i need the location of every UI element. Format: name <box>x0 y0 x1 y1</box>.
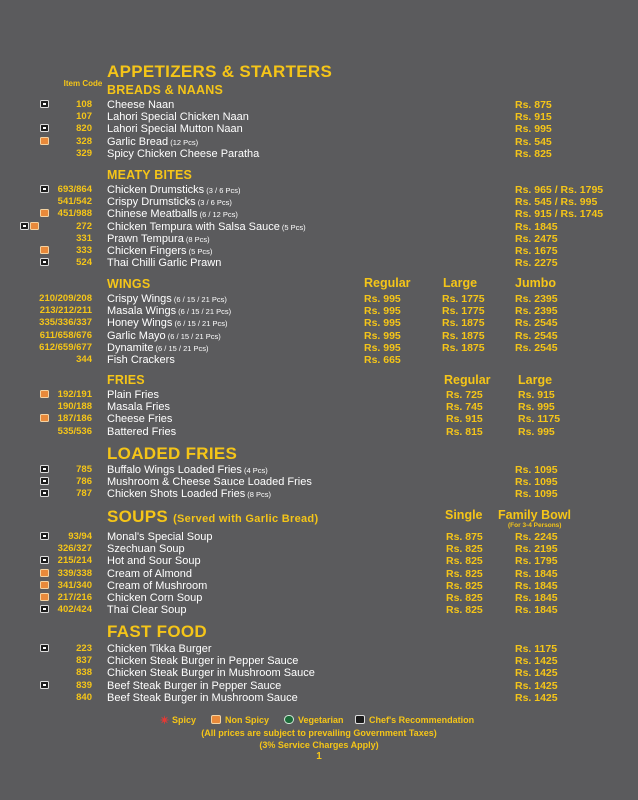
item-price: Rs. 2545 <box>515 329 558 342</box>
non-spicy-icon <box>40 569 49 577</box>
menu-item-row <box>0 208 638 220</box>
item-name: Battered Fries <box>107 425 177 438</box>
item-price: Rs. 825 <box>446 555 483 568</box>
item-name: Masala Wings (6 / 15 / 21 Pcs) <box>107 305 232 318</box>
menu-item-row <box>0 476 638 488</box>
item-code-label: Item Code <box>63 79 103 88</box>
item-name: Thai Clear Soup <box>107 604 187 617</box>
item-code: 524 <box>76 257 92 269</box>
menu-item-row <box>0 464 638 476</box>
item-code: 402/424 <box>57 604 92 616</box>
item-icons <box>20 111 70 121</box>
item-pieces: (6 / 15 / 21 Pcs) <box>165 331 221 341</box>
item-code: 840 <box>76 691 92 703</box>
item-name: Lahori Special Mutton Naan <box>107 123 243 136</box>
menu-item-row <box>0 488 638 500</box>
item-name: Mushroom & Cheese Sauce Loaded Fries <box>107 476 312 489</box>
item-pieces: (6 / 15 / 21 Pcs) <box>176 307 232 317</box>
legend-vegetarian: Vegetarian <box>298 715 344 725</box>
item-name: Garlic Mayo (6 / 15 / 21 Pcs) <box>107 329 221 342</box>
item-price: Rs. 825 <box>446 543 483 556</box>
item-price: Rs. 915 <box>446 413 483 426</box>
item-price: Rs. 1175 <box>515 643 558 655</box>
item-code: 108 <box>76 99 92 110</box>
item-code: 329 <box>76 147 92 159</box>
item-code: 328 <box>76 135 92 147</box>
item-name: Chicken Fingers (5 Pcs) <box>107 245 213 257</box>
item-code: 217/216 <box>57 592 92 603</box>
item-price: Rs. 1425 <box>515 679 558 692</box>
menu-item-row <box>0 330 638 342</box>
item-price: Rs. 1675 <box>515 245 558 257</box>
item-price: Rs. 1425 <box>515 667 558 680</box>
non-spicy-icon <box>211 715 221 724</box>
item-code: 341/340 <box>57 579 92 591</box>
non-spicy-icon <box>40 593 49 601</box>
section-title-fast-food: FAST FOOD <box>107 622 207 641</box>
item-code: 93/94 <box>68 531 92 542</box>
menu-item-row <box>0 426 638 438</box>
item-price: Rs. 875 <box>515 99 552 111</box>
item-icons <box>20 643 70 653</box>
item-code: 820 <box>76 123 92 135</box>
item-code: 837 <box>76 655 92 667</box>
item-icons <box>20 655 70 665</box>
non-spicy-icon <box>40 390 49 398</box>
item-price: Rs. 915 <box>518 389 555 401</box>
item-code: 451/988 <box>57 208 92 220</box>
item-pieces: (8 Pcs) <box>245 490 272 500</box>
item-name: Garlic Bread (12 Pcs) <box>107 135 199 148</box>
item-code: 612/659/677 <box>39 341 92 353</box>
menu-item-row <box>0 148 638 160</box>
item-code: 535/536 <box>57 425 92 437</box>
item-price: Rs. 2245 <box>515 531 558 543</box>
item-icons <box>20 123 70 133</box>
item-price: Rs. 2275 <box>515 257 558 270</box>
menu-item-row <box>0 580 638 592</box>
item-code: 333 <box>76 245 92 256</box>
item-pieces: (6 / 15 / 21 Pcs) <box>171 295 227 304</box>
menu-item-row <box>0 643 638 655</box>
item-name: Fish Crackers <box>107 354 175 366</box>
item-price: Rs. 825 <box>515 147 552 160</box>
item-code: 215/214 <box>57 555 92 567</box>
menu-item-row <box>0 293 638 305</box>
item-icons <box>20 99 70 109</box>
item-price: Rs. 1875 <box>442 329 485 342</box>
chef-hat-icon <box>40 681 49 689</box>
chef-hat-icon <box>40 489 49 497</box>
item-code: 192/191 <box>57 389 92 400</box>
item-name: Chicken Shots Loaded Fries (8 Pcs) <box>107 488 272 501</box>
item-price: Rs. 995 <box>364 341 401 354</box>
menu-item-row <box>0 305 638 317</box>
item-name: Beef Steak Burger in Mushroom Sauce <box>107 691 298 704</box>
menu-title: APPETIZERS & STARTERS <box>107 62 333 81</box>
soups-col-single: Single <box>445 508 483 522</box>
chef-hat-icon <box>355 715 365 724</box>
item-price: Rs. 1175 <box>518 413 561 426</box>
item-price: Rs. 815 <box>446 425 483 438</box>
item-name: Crispy Drumsticks (3 / 6 Pcs) <box>107 196 232 209</box>
item-icons <box>20 476 70 486</box>
menu-item-row <box>0 342 638 354</box>
item-price: Rs. 1875 <box>442 341 485 354</box>
item-name: Chicken Steak Burger in Pepper Sauce <box>107 655 299 668</box>
menu-item-row <box>0 680 638 692</box>
item-price: Rs. 995 <box>364 293 401 305</box>
item-icons <box>20 354 70 364</box>
soups-col-family-bowl: Family Bowl <box>498 508 571 522</box>
item-code: 210/209/208 <box>39 293 92 304</box>
item-code: 335/336/337 <box>39 317 92 329</box>
menu-item-row <box>0 233 638 245</box>
item-code: 326/327 <box>57 543 92 555</box>
item-icons <box>20 692 70 702</box>
item-price: Rs. 725 <box>446 389 483 401</box>
menu-item-row <box>0 568 638 580</box>
item-icons <box>20 148 70 158</box>
item-name: Cream of Mushroom <box>107 579 208 592</box>
menu-item-row <box>0 692 638 704</box>
menu-item-row <box>0 655 638 667</box>
item-price: Rs. 2395 <box>515 305 558 318</box>
soups-col-family-note: (For 3-4 Persons) <box>508 522 562 529</box>
item-icons <box>20 136 70 146</box>
non-spicy-icon <box>40 581 49 589</box>
item-name: Masala Fries <box>107 401 170 414</box>
item-price: Rs. 995 <box>364 317 401 330</box>
item-name: Dynamite (6 / 15 / 21 Pcs) <box>107 341 209 354</box>
item-name: Chicken Steak Burger in Mushroom Sauce <box>107 667 315 680</box>
item-code: 839 <box>76 679 92 691</box>
item-price: Rs. 545 <box>515 135 552 148</box>
item-price: Rs. 2395 <box>515 293 558 305</box>
legend <box>0 715 638 727</box>
item-price: Rs. 825 <box>446 567 483 580</box>
wings-col-regular: Regular <box>364 276 411 290</box>
item-price: Rs. 1095 <box>515 488 558 501</box>
item-code: 223 <box>76 643 92 654</box>
item-name: Cheese Naan <box>107 99 175 111</box>
item-code: 190/188 <box>57 401 92 413</box>
item-price: Rs. 2545 <box>515 341 558 354</box>
menu-item-row <box>0 354 638 366</box>
section-title-meaty-bites: MEATY BITES <box>107 168 193 182</box>
fries-col-large: Large <box>518 373 553 387</box>
item-price: Rs. 2195 <box>515 543 558 556</box>
item-name: Beef Steak Burger in Pepper Sauce <box>107 679 282 692</box>
item-name: Lahori Special Chicken Naan <box>107 111 249 124</box>
page-number: 1 <box>316 751 322 762</box>
section-title-loaded-fries: LOADED FRIES <box>107 444 238 463</box>
item-name: Szechuan Soup <box>107 543 185 556</box>
item-pieces: (3 / 6 Pcs) <box>195 198 232 208</box>
item-price: Rs. 1775 <box>442 305 485 318</box>
menu-item-row <box>0 317 638 329</box>
section-title-breads: BREADS & NAANS <box>107 83 224 97</box>
item-price: Rs. 825 <box>446 579 483 592</box>
item-price: Rs. 1775 <box>442 293 485 305</box>
item-code: 838 <box>76 667 92 679</box>
item-price: Rs. 1795 <box>515 555 558 568</box>
chef-hat-icon <box>40 477 49 485</box>
menu-item-row <box>0 136 638 148</box>
item-price: Rs. 1875 <box>442 317 485 330</box>
item-name: Cream of Almond <box>107 567 192 580</box>
item-price: Rs. 665 <box>364 354 401 366</box>
item-pieces: (3 / 6 Pcs) <box>204 186 241 195</box>
soups-title: SOUPS <box>107 507 169 526</box>
item-name: Spicy Chicken Cheese Paratha <box>107 147 260 160</box>
soups-subtitle: (Served with Garlic Bread) <box>173 513 319 525</box>
item-name: Plain Fries <box>107 389 159 401</box>
chef-hat-icon <box>40 465 49 473</box>
item-price: Rs. 995 <box>518 401 555 414</box>
menu-item-row <box>0 389 638 401</box>
section-title-wings: WINGS <box>107 277 151 291</box>
item-price: Rs. 915 / Rs. 1745 <box>515 208 604 221</box>
item-price: Rs. 1425 <box>515 691 558 704</box>
item-name: Cheese Fries <box>107 413 173 426</box>
item-icons <box>20 680 70 690</box>
item-icons <box>20 488 70 498</box>
item-code: 693/864 <box>57 184 92 195</box>
item-pieces: (4 Pcs) <box>241 466 268 475</box>
item-price: Rs. 995 <box>518 425 555 438</box>
legend-spicy: Spicy <box>172 715 197 725</box>
item-pieces: (5 Pcs) <box>279 222 306 232</box>
menu-item-row <box>0 123 638 135</box>
item-name: Crispy Wings (6 / 15 / 21 Pcs) <box>107 293 227 305</box>
item-price: Rs. 1425 <box>515 655 558 668</box>
item-code: 272 <box>76 220 92 232</box>
item-price: Rs. 1845 <box>515 567 558 580</box>
item-icons <box>20 531 70 541</box>
menu-item-row <box>0 592 638 604</box>
item-code: 787 <box>76 488 92 500</box>
non-spicy-icon <box>30 222 39 230</box>
menu-item-row <box>0 221 638 233</box>
section-title-fries: FRIES <box>107 373 145 387</box>
item-price: Rs. 545 / Rs. 995 <box>515 196 598 209</box>
item-name: Thai Chilli Garlic Prawn <box>107 257 222 270</box>
item-price: Rs. 995 <box>364 329 401 342</box>
menu-item-row <box>0 555 638 567</box>
chef-hat-icon <box>40 556 49 564</box>
tax-note: (All prices are subject to prevailing Government Taxes) <box>201 728 437 738</box>
item-code: 541/542 <box>57 196 92 208</box>
item-name: Prawn Tempura (8 Pcs) <box>107 232 210 245</box>
item-code: 339/338 <box>57 567 92 579</box>
menu-item-row <box>0 667 638 679</box>
item-code: 344 <box>76 354 92 365</box>
item-code: 786 <box>76 476 92 488</box>
item-icons <box>20 233 70 243</box>
vegetarian-icon <box>284 715 294 724</box>
item-code: 611/658/676 <box>39 329 92 341</box>
item-price: Rs. 825 <box>446 604 483 617</box>
item-icons <box>20 245 70 255</box>
legend-non-spicy: Non Spicy <box>225 715 270 725</box>
item-price: Rs. 1095 <box>515 476 558 489</box>
fries-col-regular: Regular <box>444 373 491 387</box>
item-price: Rs. 995 <box>515 123 552 136</box>
item-icons <box>20 257 70 267</box>
chili-icon: ✴ <box>160 715 170 727</box>
chef-hat-icon <box>40 124 49 132</box>
item-price: Rs. 1845 <box>515 220 558 233</box>
service-note: (3% Service Charges Apply) <box>259 740 379 750</box>
chef-hat-icon <box>40 605 49 613</box>
item-price: Rs. 1095 <box>515 464 558 476</box>
item-icons <box>20 667 70 677</box>
chef-hat-icon <box>40 185 49 193</box>
item-name: Chicken Tempura with Salsa Sauce (5 Pcs) <box>107 220 306 233</box>
item-name: Monal's Special Soup <box>107 531 213 543</box>
item-pieces: (8 Pcs) <box>183 234 210 244</box>
menu-item-row <box>0 184 638 196</box>
chef-hat-icon <box>40 644 49 652</box>
menu-item-row <box>0 111 638 123</box>
menu-item-row <box>0 531 638 543</box>
item-code: 331 <box>76 232 92 244</box>
item-name: Honey Wings (6 / 15 / 21 Pcs) <box>107 317 228 330</box>
menu-item-row <box>0 257 638 269</box>
item-pieces: (6 / 15 / 21 Pcs) <box>172 319 228 329</box>
item-price: Rs. 875 <box>446 531 483 543</box>
section-title-soups <box>107 507 318 527</box>
item-icons <box>20 464 70 474</box>
non-spicy-icon <box>40 209 49 217</box>
wings-col-jumbo: Jumbo <box>515 276 556 290</box>
item-price: Rs. 995 <box>364 305 401 318</box>
item-name: Chicken Corn Soup <box>107 592 203 604</box>
legend-chef: Chef's Recommendation <box>369 715 475 725</box>
item-price: Rs. 1845 <box>515 592 558 604</box>
item-name: Chicken Drumsticks (3 / 6 Pcs) <box>107 184 241 196</box>
item-price: Rs. 2475 <box>515 232 558 245</box>
chef-hat-icon <box>20 222 29 230</box>
item-pieces: (6 / 12 Pcs) <box>197 210 238 220</box>
item-price: Rs. 965 / Rs. 1795 <box>515 184 604 196</box>
menu-item-row <box>0 196 638 208</box>
wings-col-large: Large <box>443 276 478 290</box>
menu-item-row <box>0 401 638 413</box>
menu-item-row <box>0 245 638 257</box>
chef-hat-icon <box>40 100 49 108</box>
non-spicy-icon <box>40 414 49 422</box>
item-price: Rs. 1845 <box>515 579 558 592</box>
item-code: 213/212/211 <box>39 305 92 317</box>
menu-item-row <box>0 413 638 425</box>
menu-item-row <box>0 543 638 555</box>
item-name: Chicken Tikka Burger <box>107 643 212 655</box>
item-code: 107 <box>76 111 92 123</box>
item-pieces: (6 / 15 / 21 Pcs) <box>153 343 209 353</box>
non-spicy-icon <box>40 137 49 145</box>
item-icons <box>20 221 70 231</box>
item-name: Hot and Sour Soup <box>107 555 201 568</box>
chef-hat-icon <box>40 532 49 540</box>
item-pieces: (12 Pcs) <box>168 137 199 147</box>
item-pieces: (5 Pcs) <box>186 247 213 256</box>
item-price: Rs. 1845 <box>515 604 558 617</box>
item-price: Rs. 825 <box>446 592 483 604</box>
item-name: Chinese Meatballs (6 / 12 Pcs) <box>107 208 238 221</box>
menu-item-row <box>0 604 638 616</box>
chef-hat-icon <box>40 258 49 266</box>
non-spicy-icon <box>40 246 49 254</box>
item-price: Rs. 745 <box>446 401 483 414</box>
menu-item-row <box>0 99 638 111</box>
item-code: 187/186 <box>57 413 92 425</box>
item-name: Buffalo Wings Loaded Fries (4 Pcs) <box>107 464 268 476</box>
item-price: Rs. 2545 <box>515 317 558 330</box>
item-price: Rs. 915 <box>515 111 552 124</box>
item-code: 785 <box>76 464 92 475</box>
